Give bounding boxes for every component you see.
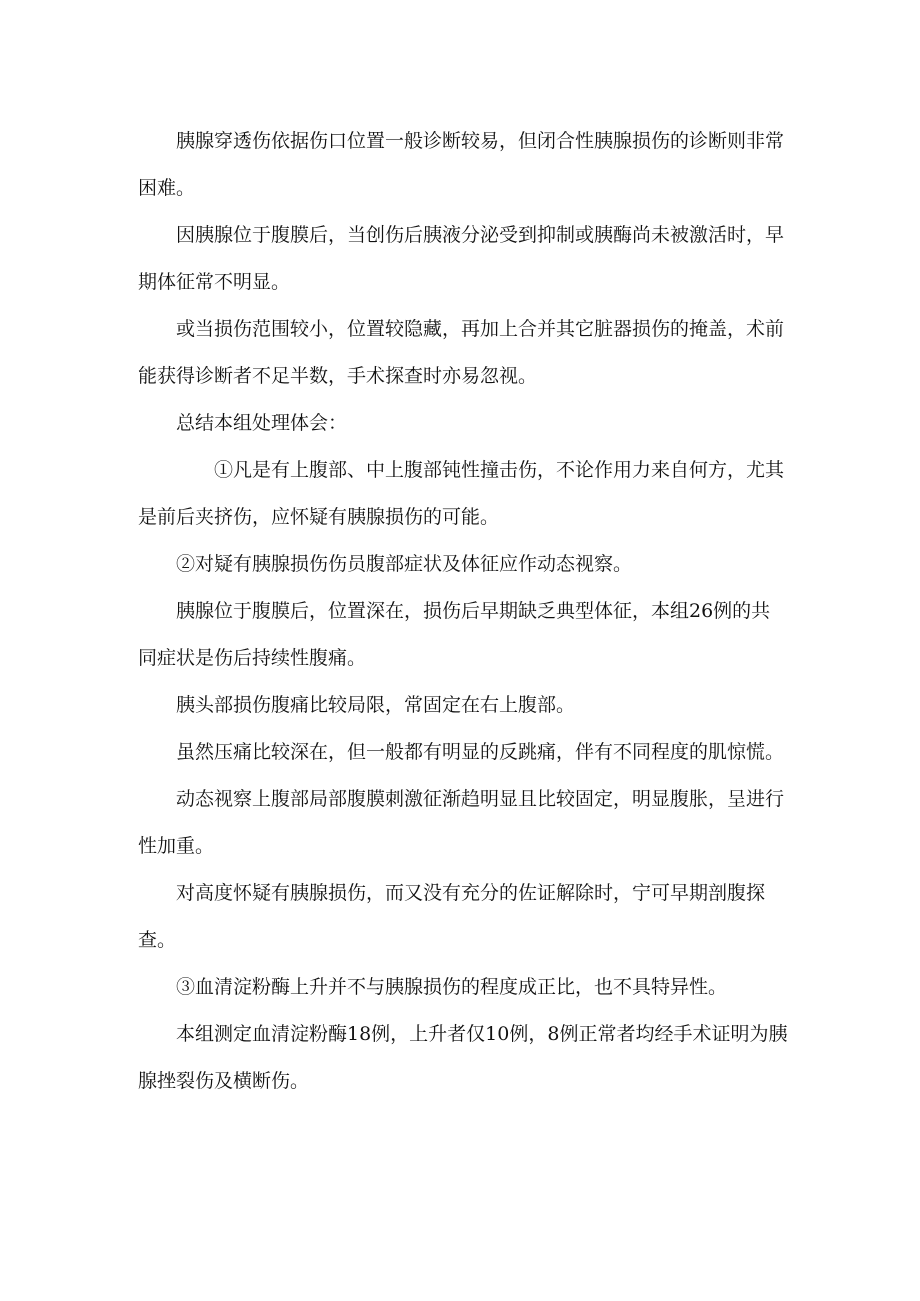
paragraph-1: 胰腺穿透伤依据伤口位置一般诊断较易，但闭合性胰腺损伤的诊断则非常困难。 — [138, 130, 785, 199]
paragraph-11: 对高度怀疑有胰腺损伤，而又没有充分的佐证解除时，宁可早期剖腹探查。 — [138, 882, 766, 951]
paragraph-10: 动态视察上腹部局部腹膜刺激征渐趋明显且比较固定，明显腹胀，呈进行性加重。 — [138, 788, 785, 857]
paragraph-2: 因胰腺位于腹膜后，当创伤后胰液分泌受到抑制或胰酶尚未被激活时，早期体征常不明显。 — [138, 224, 785, 293]
paragraph-5: ①凡是有上腹部、中上腹部钝性撞击伤，不论作用力来自何方，尤其是前后夹挤伤，应怀疑有胰腺损伤的可能。 — [138, 459, 785, 528]
paragraph-4: 总结本组处理体会： — [176, 412, 348, 434]
paragraph-8: 胰头部损伤腹痛比较局限，常固定在右上腹部。 — [176, 694, 576, 716]
paragraph-9: 虽然压痛比较深在，但一般都有明显的反跳痛，伴有不同程度的肌惊慌。 — [176, 741, 785, 763]
paragraph-3: 或当损伤范围较小，位置较隐藏，再加上合并其它脏器损伤的掩盖，术前能获得诊断者不足半数，手术探查时亦易忽视。 — [138, 318, 785, 387]
paragraph-7: 胰腺位于腹膜后，位置深在，损伤后早期缺乏典型体征，本组26例的共同症状是伤后持续性腹痛。 — [138, 600, 771, 669]
paragraph-12: ③血清淀粉酶上升并不与胰腺损伤的程度成正比，也不具特异性。 — [176, 976, 728, 998]
paragraph-13: 本组测定血清淀粉酶18例，上升者仅10例，8例正常者均经手术证明为胰腺挫裂伤及横断伤。 — [138, 1023, 788, 1092]
paragraph-6: ②对疑有胰腺损伤伤员腹部症状及体征应作动态视察。 — [176, 553, 633, 575]
document-body — [138, 118, 788, 1105]
